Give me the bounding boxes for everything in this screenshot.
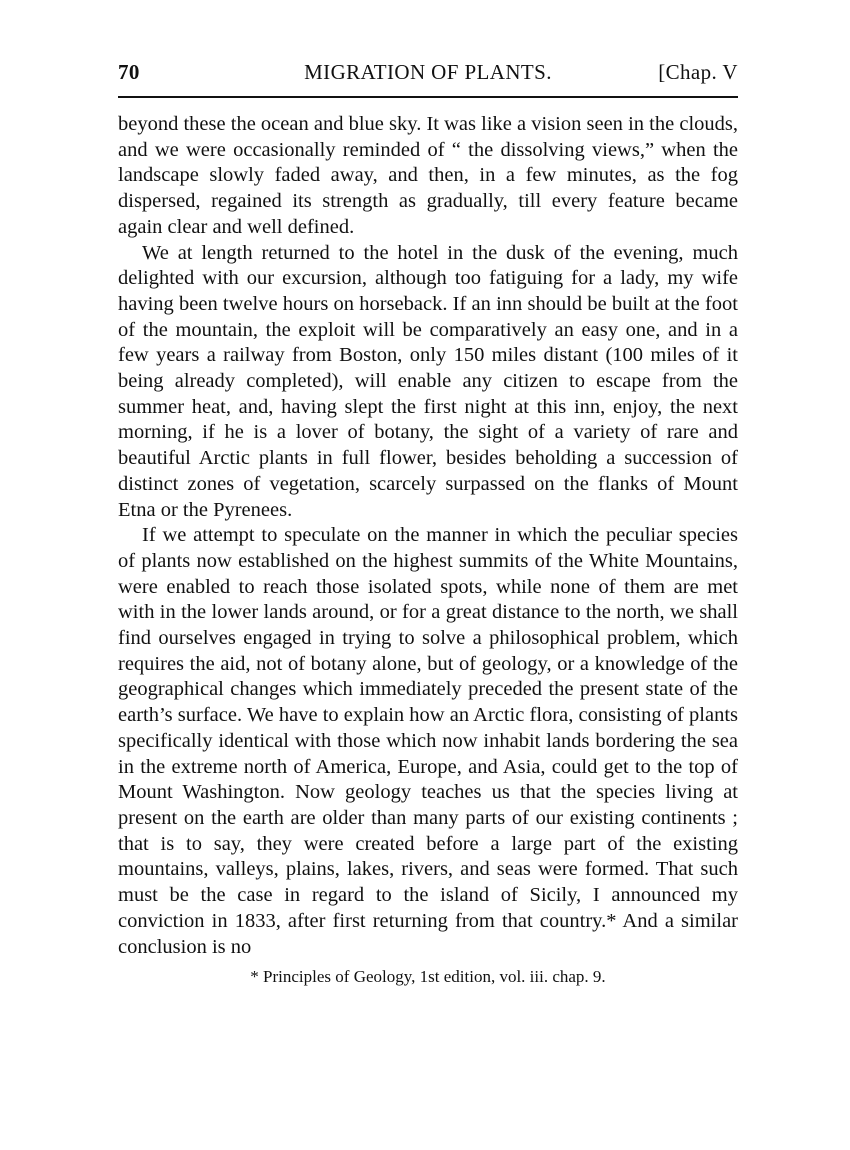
book-page xyxy=(118,60,738,988)
body-text xyxy=(118,112,738,960)
chapter-marker: [Chap. V xyxy=(658,60,738,84)
running-title: MIGRATION OF PLANTS. xyxy=(304,60,552,84)
paragraph: We at length returned to the hotel in the dusk of the evening, much delighted with our excursion, although too fatiguing for a lady, my wife having been twelve hours on horseback. If an inn should be built at the foot of the mountain, the exploit will be comparatively an easy one, and in a few years a railway from Boston, only 150 miles distant (100 miles of it being already completed), will enable any citizen to escape from the summer heat, and, having slept the first night at this inn, enjoy, the next morning, if he is a lover of botany, the sight of a variety of rare and beautiful Arctic plants in full flower, besides beholding a succession of distinct zones of vegetation, scarcely surpassed on the flanks of Mount Etna or the Pyrenees. xyxy=(118,241,738,521)
running-head xyxy=(118,60,738,94)
page-number: 70 xyxy=(118,60,140,84)
paragraph: If we attempt to speculate on the manner in which the peculiar species of plants now established on the highest summits of the White Mountains, were enabled to reach those isolated spots, while none of them are met with in the lower lands around, or for a great distance to the north, we shall find ourselves engaged in trying to solve a philosophical problem, which requires the aid, not of botany alone, but of geology, or a knowledge of the geographical changes which immediately preceded the present state of the earth’s surface. We have to explain how an Arctic flora, consisting of plants specifically identical with those which now inhabit lands bordering the sea in the extreme north of America, Europe, and Asia, could get to the top of Mount Washington. Now geology teaches us that the species living at present on the earth are older than many parts of our existing continents ; that is to say, they were created before a large part of the existing mountains, valleys, plains, lakes, rivers, and seas were formed. That such must be the case in regard to the island of Sicily, I announced my conviction in 1833, after first returning from that country.* And a similar conclusion is no xyxy=(118,524,738,958)
footnote: * Principles of Geology, 1st edition, vol. iii. chap. 9. xyxy=(250,967,606,987)
header-rule xyxy=(118,96,738,98)
paragraph-continued: beyond these the ocean and blue sky. It was like a vision seen in the clouds, and we were occasionally reminded of “ the dissolving views,” when the landscape slowly faded away, and then, in a few minutes, as the fog dispersed, regained its strength as gradually, till every feature became again clear and well defined. xyxy=(118,113,738,238)
